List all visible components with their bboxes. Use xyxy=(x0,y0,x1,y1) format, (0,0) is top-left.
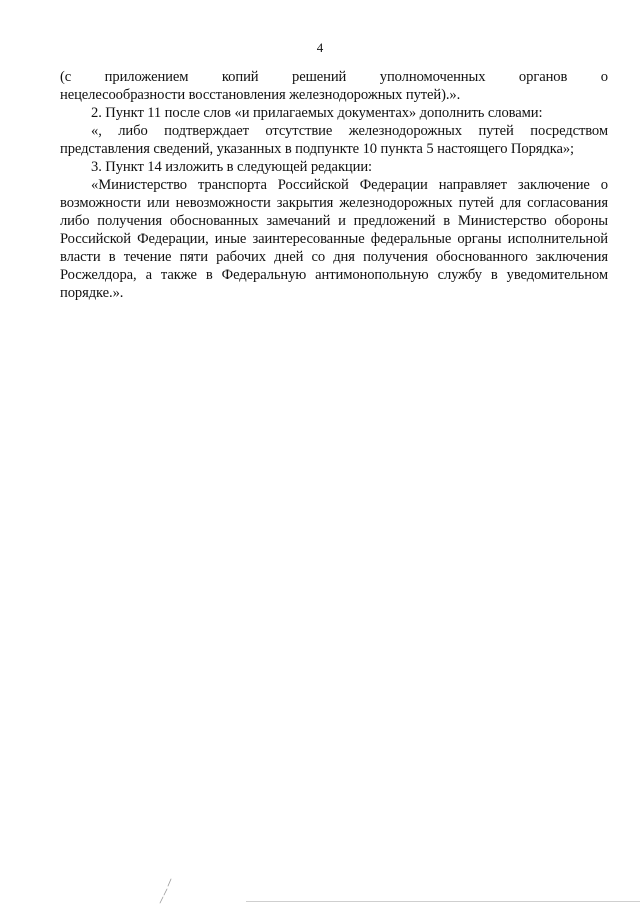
document-body xyxy=(60,68,608,302)
scan-bottom-edge xyxy=(246,901,640,902)
paragraph-item-3-quote: «Министерство транспорта Российской Федерации направляет заключение о возможности или невозможности закрытия железнодорожных путей для согласования либо получения обоснованных замечаний и предложений в Министерство обороны Российской Федерации, иные заинтересованные федеральные органы исполнительной власти в течение пяти рабочих дней со дня получения обоснованного заключения Росжелдора, а также в Федеральную антимонопольную службу в уведомительном порядке.». xyxy=(60,177,608,301)
paragraph-continuation-line-1: (с приложением копий решений уполномоченных органов о xyxy=(60,69,608,85)
paragraph-item-2-quote: «, либо подтверждает отсутствие железнодорожных путей посредством представления сведений, указанных в подпункте 10 пункта 5 настоящего Порядка»; xyxy=(60,123,608,157)
page-number: 4 xyxy=(316,40,324,55)
paragraph-continuation-line-2: нецелесообразности восстановления железнодорожных путей).». xyxy=(60,87,461,103)
paragraph-item-3: 3. Пункт 14 изложить в следующей редакции: xyxy=(91,159,373,175)
paragraph-item-2: 2. Пункт 11 после слов «и прилагаемых документах» дополнить словами: xyxy=(91,105,543,121)
scan-artifact-mark xyxy=(158,878,174,904)
